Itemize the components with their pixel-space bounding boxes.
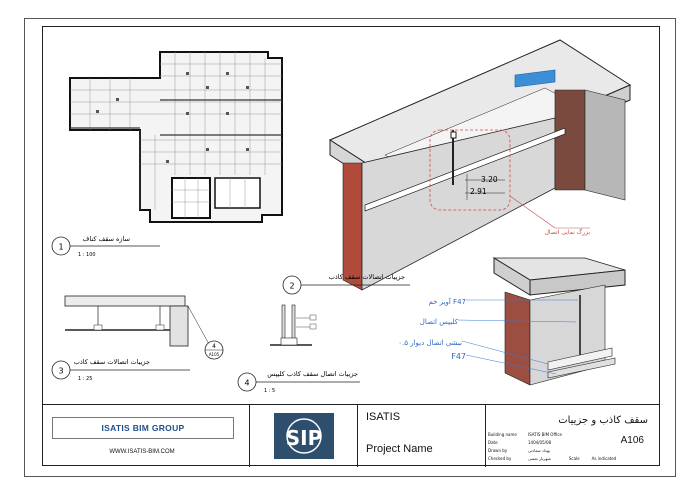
svg-text:1 : 5: 1 : 5	[264, 388, 276, 394]
company-name: ISATIS BIM GROUP	[52, 417, 234, 439]
isometric-ceiling-detail	[330, 40, 630, 290]
meta-building: Building name ISATIS BIM Office	[488, 432, 562, 437]
svg-text:سازه سقف کناف: سازه سقف کناف	[82, 235, 130, 243]
section-reference-tag[interactable]	[188, 306, 223, 359]
logo-cell	[250, 405, 358, 467]
svg-text:1 : 25: 1 : 25	[78, 376, 93, 382]
svg-text:A105: A105	[208, 352, 220, 357]
title-block	[42, 404, 660, 467]
meta-checked-by: Checked by شهریار نعمتی Scale As indicated	[488, 456, 617, 461]
label-clip: کلیپس اتصال	[419, 318, 458, 326]
sheet-info-cell	[486, 405, 660, 467]
svg-text:SIP: SIP	[285, 426, 323, 450]
dimension-b: 2.91	[470, 187, 487, 196]
view-tag-1[interactable]	[52, 235, 160, 258]
svg-text:جزییات اتصالات سقف کاذب: جزییات اتصالات سقف کاذب	[328, 273, 405, 281]
label-hanger-f47: آویز خم F47	[428, 298, 466, 306]
ceiling-plan	[70, 52, 282, 222]
project-cell	[358, 405, 486, 467]
ceiling-section-detail	[65, 296, 188, 346]
svg-text:3: 3	[58, 366, 64, 376]
svg-text:4: 4	[212, 343, 216, 350]
label-wall-angle: نبشی اتصال دیوار ۰.۵	[398, 339, 462, 347]
sheet-title: سقف کاذب و جزییات	[558, 415, 648, 426]
view-tag-4[interactable]	[238, 370, 360, 394]
clip-connection-detail	[270, 305, 316, 345]
svg-text:2: 2	[289, 281, 295, 291]
company-website: WWW.ISATIS-BIM.COM	[109, 449, 175, 455]
meta-date: Date 1404/05/08	[488, 440, 552, 445]
svg-text:جزییات اتصالات سقف کاذب: جزییات اتصالات سقف کاذب	[73, 358, 150, 366]
view-tag-2[interactable]	[283, 273, 410, 294]
view-tag-3[interactable]	[52, 358, 190, 382]
svg-text:1 : 100: 1 : 100	[78, 252, 96, 258]
company-cell	[42, 405, 250, 467]
sheet-number: A106	[620, 435, 644, 446]
project-name: Project Name	[366, 443, 433, 455]
dimension-a: 3.20	[481, 175, 498, 184]
meta-drawn-by: Drawn by بهداد سعادتی	[488, 448, 550, 453]
svg-text:جزییات اتصال سقف کاذب کلیپس: جزییات اتصال سقف کاذب کلیپس	[267, 370, 358, 378]
svg-text:4: 4	[244, 378, 250, 388]
company-logo	[274, 413, 334, 459]
svg-text:1: 1	[58, 242, 64, 252]
label-f47: F47	[451, 352, 466, 361]
project-code: ISATIS	[366, 411, 401, 423]
callout-label: بزرگ نمایی اتصال	[544, 229, 590, 236]
